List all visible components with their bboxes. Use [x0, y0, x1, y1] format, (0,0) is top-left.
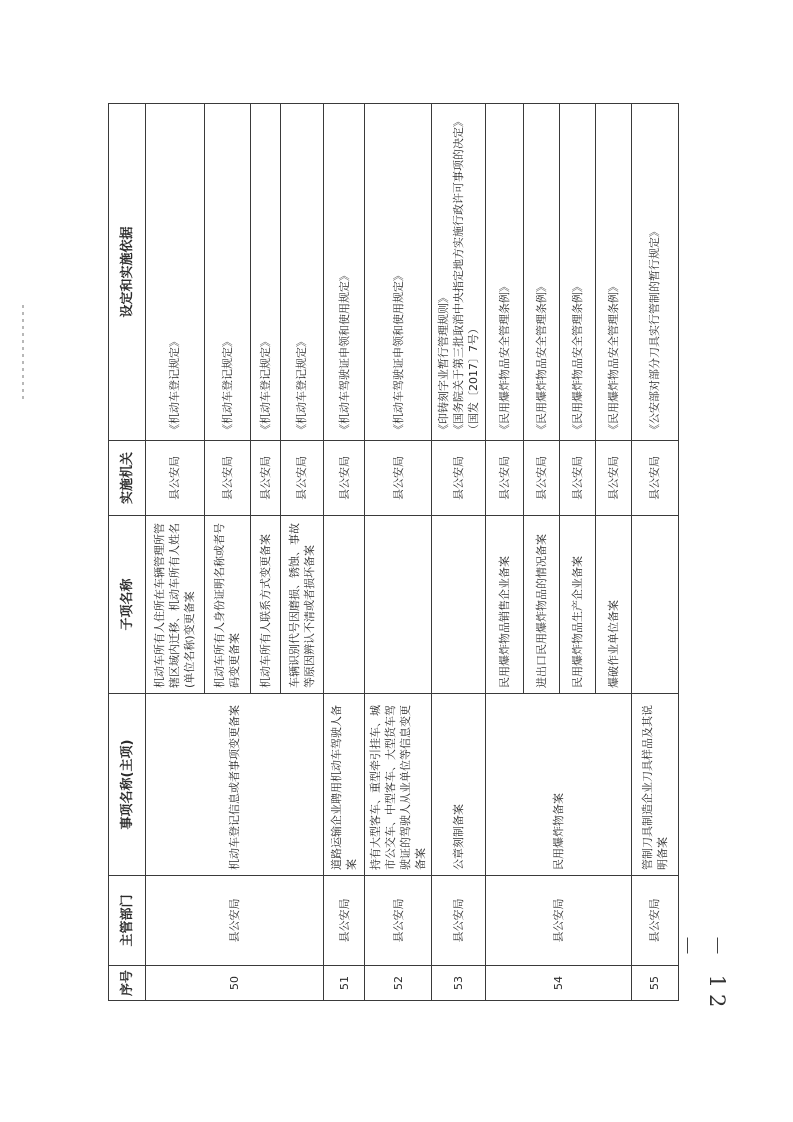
- table-row: [323, 104, 364, 1001]
- header-org: 实施机关: [109, 441, 146, 516]
- rotated-table-wrapper: [108, 104, 679, 1001]
- seq-cell: 54: [485, 966, 631, 1001]
- sub-cell: 民用爆炸物品销售企业备案: [485, 516, 523, 694]
- basis-cell: 《民用爆炸物品安全管理条例》: [559, 104, 595, 441]
- org-cell: 县公安局: [280, 441, 323, 516]
- basis-cell: 《民用爆炸物品安全管理条例》: [595, 104, 631, 441]
- sub-cell: [631, 516, 678, 694]
- basis-cell: 《机动车登记规定》: [280, 104, 323, 441]
- basis-cell: [432, 104, 486, 441]
- sub-cell: 爆破作业单位备案: [595, 516, 631, 694]
- org-cell: 县公安局: [595, 441, 631, 516]
- item-cell: 管制刀具制造企业刀具样品及其说明备案: [631, 694, 678, 876]
- table-row: [146, 104, 205, 1001]
- sub-cell: [323, 516, 364, 694]
- item-cell: 机动车登记信息或者事项变更备案: [146, 694, 324, 876]
- org-cell: 县公安局: [631, 441, 678, 516]
- seq-cell: 55: [631, 966, 678, 1001]
- org-cell: 县公安局: [485, 441, 523, 516]
- seq-cell: 51: [323, 966, 364, 1001]
- header-item: 事项名称(主项): [109, 694, 146, 876]
- org-cell: 县公安局: [559, 441, 595, 516]
- sub-cell: [432, 516, 486, 694]
- seq-cell: 50: [146, 966, 324, 1001]
- basis-cell: 《公安部对部分刀具实行管制的暂行规定》: [631, 104, 678, 441]
- basis-cell: 《机动车驾驶证申领和使用规定》: [323, 104, 364, 441]
- page-number: － 12 －: [675, 935, 729, 1014]
- sub-cell: [365, 516, 432, 694]
- basis-cell: 《民用爆炸物品安全管理条例》: [485, 104, 523, 441]
- basis-cell: 《机动车登记规定》: [250, 104, 280, 441]
- dept-cell: 县公安局: [323, 876, 364, 966]
- scan-edge-mark: [22, 305, 24, 400]
- item-cell: 道路运输企业聘用机动车驾驶人备案: [323, 694, 364, 876]
- header-row: [109, 104, 146, 1001]
- table-row: [365, 104, 432, 1001]
- table-row: [432, 104, 486, 1001]
- org-cell: 县公安局: [365, 441, 432, 516]
- org-cell: 县公安局: [323, 441, 364, 516]
- table-row: [631, 104, 678, 1001]
- basis-cell: 《民用爆炸物品安全管理条例》: [523, 104, 559, 441]
- sub-cell: 进出口民用爆炸物品的情况备案: [523, 516, 559, 694]
- header-seq: 序号: [109, 966, 146, 1001]
- org-cell: 县公安局: [523, 441, 559, 516]
- basis-cell: 《机动车登记规定》: [146, 104, 205, 441]
- basis-line: 《印铸刻字业暂行管理规则》: [436, 292, 450, 435]
- org-cell: 县公安局: [146, 441, 205, 516]
- header-dept: 主管部门: [109, 876, 146, 966]
- seq-cell: 53: [432, 966, 486, 1001]
- seq-cell: 52: [365, 966, 432, 1001]
- sub-cell: 机动车所有人住所在车辆管理所管辖区域内迁移、机动车所有人姓名(单位名称)变更备案: [146, 516, 205, 694]
- basis-cell: 《机动车驾驶证申领和使用规定》: [365, 104, 432, 441]
- org-cell: 县公安局: [204, 441, 250, 516]
- item-cell: 民用爆炸物备案: [485, 694, 631, 876]
- item-cell: 公章刻制备案: [432, 694, 486, 876]
- basis-cell: 《机动车登记规定》: [204, 104, 250, 441]
- dept-cell: 县公安局: [485, 876, 631, 966]
- org-cell: 县公安局: [432, 441, 486, 516]
- sub-cell: 车辆识别代号因磨损、锈蚀、事故等原因辨认不清或者损坏备案: [280, 516, 323, 694]
- dept-cell: 县公安局: [631, 876, 678, 966]
- sub-cell: 民用爆炸物品生产企业备案: [559, 516, 595, 694]
- sub-cell: 机动车所有人联系方式变更备案: [250, 516, 280, 694]
- dept-cell: 县公安局: [365, 876, 432, 966]
- table-row: [485, 104, 523, 1001]
- sub-cell: 机动车所有人身份证明名称或者号码变更备案: [204, 516, 250, 694]
- item-cell: 持有大型客车、重型牵引挂车、城市公交车、中型客车、大型货车驾驶证的驾驶人从业单位等信息变更备案: [365, 694, 432, 876]
- basis-line: 《国务院关于第三批取消中央指定地方实施行政许可事项的决定》（国发〔2017〕7号）: [451, 116, 480, 435]
- header-sub: 子项名称: [109, 516, 146, 694]
- dept-cell: 县公安局: [146, 876, 324, 966]
- dept-cell: 县公安局: [432, 876, 486, 966]
- header-basis: 设定和实施依据: [109, 104, 146, 441]
- org-cell: 县公安局: [250, 441, 280, 516]
- registration-items-table: [108, 103, 679, 1001]
